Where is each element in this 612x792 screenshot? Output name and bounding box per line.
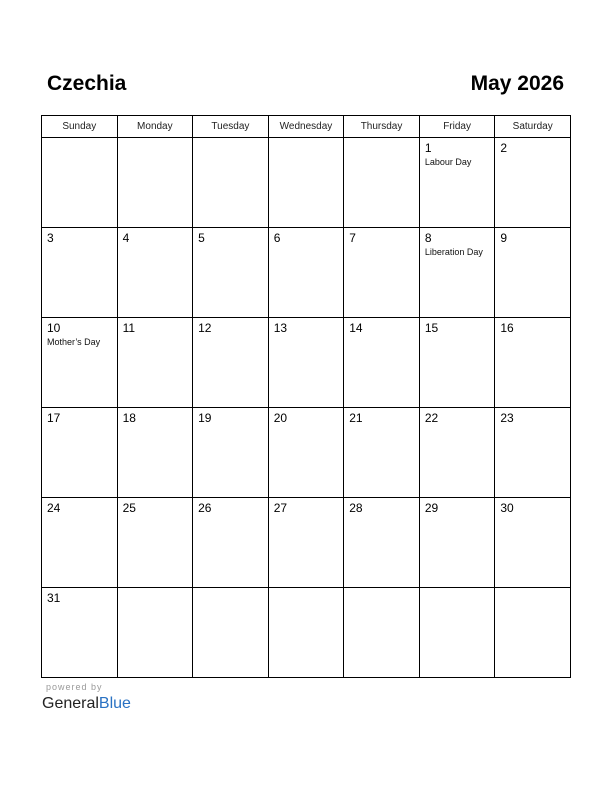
day-number: 19 — [198, 411, 212, 425]
day-cell — [344, 228, 420, 318]
day-number: 23 — [500, 411, 514, 425]
day-cell — [495, 318, 571, 408]
day-cell — [419, 228, 495, 318]
weekday-thursday: Thursday — [344, 116, 420, 138]
day-cell — [42, 318, 118, 408]
day-number: 7 — [349, 231, 356, 245]
calendar-grid — [41, 115, 571, 678]
day-cell — [495, 588, 571, 678]
day-cell — [193, 588, 269, 678]
day-cell — [419, 318, 495, 408]
day-cell — [495, 138, 571, 228]
weekday-header-row — [42, 116, 571, 138]
day-cell — [344, 498, 420, 588]
day-number: 16 — [500, 321, 514, 335]
day-cell — [117, 138, 193, 228]
day-number: 31 — [47, 591, 61, 605]
day-number — [193, 138, 268, 141]
weekday-sunday: Sunday — [42, 116, 118, 138]
day-number: 27 — [273, 501, 288, 515]
day-number: 1 — [424, 141, 432, 155]
day-cell — [42, 408, 118, 498]
day-cell — [117, 498, 193, 588]
day-number: 6 — [273, 231, 281, 245]
day-number: 14 — [349, 321, 363, 335]
day-number — [420, 588, 495, 591]
brand-blue-text: Blue — [98, 695, 131, 712]
day-number: 25 — [122, 501, 136, 515]
day-number — [42, 138, 117, 141]
holiday-label: Mother’s Day — [47, 337, 101, 347]
day-cell — [268, 318, 344, 408]
day-cell — [268, 228, 344, 318]
day-cell — [344, 318, 420, 408]
day-cell — [193, 498, 269, 588]
day-cell — [193, 138, 269, 228]
day-number: 20 — [273, 411, 288, 425]
weekday-tuesday: Tuesday — [193, 116, 269, 138]
day-number: 4 — [122, 231, 130, 245]
weekday-wednesday: Wednesday — [268, 116, 344, 138]
day-cell — [419, 588, 495, 678]
day-number — [344, 138, 419, 141]
calendar-week-row — [42, 138, 571, 228]
day-number — [344, 588, 419, 591]
day-number: 26 — [198, 501, 212, 515]
brand-general-text: General — [42, 695, 99, 712]
day-cell — [117, 228, 193, 318]
day-number: 24 — [47, 501, 61, 515]
day-cell — [495, 498, 571, 588]
day-number: 30 — [500, 501, 514, 515]
day-cell — [419, 408, 495, 498]
day-cell — [268, 408, 344, 498]
day-cell — [419, 498, 495, 588]
day-number: 18 — [122, 411, 136, 425]
day-number: 2 — [500, 141, 508, 155]
day-number — [495, 588, 570, 591]
day-cell — [117, 588, 193, 678]
day-number: 15 — [424, 321, 439, 335]
day-number: 21 — [349, 411, 363, 425]
day-number: 13 — [273, 321, 288, 335]
brand-logo — [42, 694, 131, 714]
country-title: Czechia — [47, 72, 127, 95]
day-number: 5 — [198, 231, 205, 245]
day-cell — [117, 408, 193, 498]
day-number — [269, 588, 344, 591]
holiday-label: Labour Day — [424, 157, 472, 167]
day-number — [193, 588, 268, 591]
day-cell — [268, 138, 344, 228]
day-number: 12 — [198, 321, 212, 335]
day-number: 11 — [122, 321, 136, 335]
day-number — [118, 588, 193, 591]
calendar-week-row — [42, 318, 571, 408]
day-number — [269, 138, 344, 141]
powered-by-text: powered by — [46, 682, 103, 692]
day-cell — [344, 588, 420, 678]
day-cell — [344, 138, 420, 228]
day-number: 22 — [424, 411, 439, 425]
calendar-body — [42, 138, 571, 678]
weekday-friday: Friday — [419, 116, 495, 138]
day-cell — [268, 498, 344, 588]
calendar-week-row — [42, 228, 571, 318]
day-cell — [193, 228, 269, 318]
day-cell — [193, 318, 269, 408]
day-cell — [193, 408, 269, 498]
day-number: 10 — [47, 321, 61, 335]
day-cell — [42, 498, 118, 588]
day-number — [118, 138, 193, 141]
day-cell — [495, 408, 571, 498]
day-number: 8 — [424, 231, 432, 245]
calendar-week-row — [42, 408, 571, 498]
day-cell — [117, 318, 193, 408]
day-number: 28 — [349, 501, 363, 515]
day-number: 3 — [47, 231, 54, 245]
day-cell — [42, 138, 118, 228]
day-number: 9 — [500, 231, 508, 245]
day-cell — [42, 228, 118, 318]
day-cell — [344, 408, 420, 498]
calendar-week-row — [42, 498, 571, 588]
day-number: 29 — [424, 501, 439, 515]
calendar-week-row — [42, 588, 571, 678]
day-cell — [419, 138, 495, 228]
weekday-monday: Monday — [117, 116, 193, 138]
day-cell — [495, 228, 571, 318]
day-cell — [42, 588, 118, 678]
day-cell — [268, 588, 344, 678]
holiday-label: Liberation Day — [424, 247, 483, 257]
month-year-title: May 2026 — [470, 72, 564, 95]
day-number: 17 — [47, 411, 61, 425]
weekday-saturday: Saturday — [495, 116, 571, 138]
